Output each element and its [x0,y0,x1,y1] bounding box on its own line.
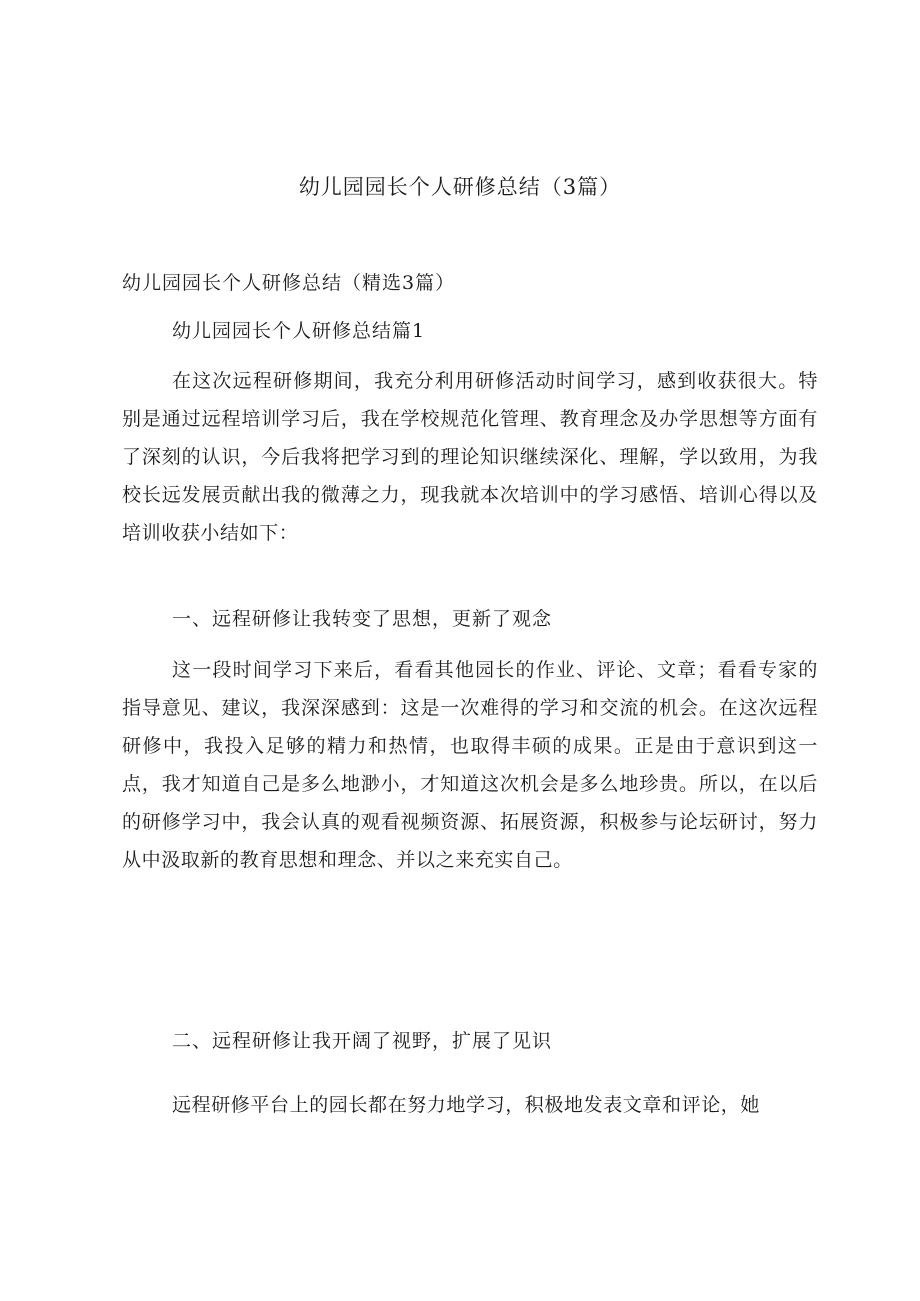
document-subtitle: 幼儿园园长个人研修总结（精选3篇） [122,272,456,294]
paragraph-intro: 在这次远程研修期间，我充分利用研修活动时间学习，感到收获很大。特别是通过远程培训学习后，我在学校规范化管理、教育理念及办学思想等方面有了深刻的认识，今后我将把学习到的理论知识继续深化、理解，学以致用，为我校长远发展贡献出我的微薄之力，现我就本次培训中的学习感悟、培训心得以及培训收获小结如下： [122,370,818,544]
part-heading: 幼儿园园长个人研修总结篇1 [172,320,426,342]
section-heading-2: 二、远程研修让我开阔了视野，扩展了见识 [172,1030,553,1052]
document-title: 幼儿园园长个人研修总结（3篇） [298,175,622,199]
paragraph-section-2: 远程研修平台上的园长都在努力地学习，积极地发表文章和评论，她 [172,1094,761,1116]
paragraph-section-1: 这一段时间学习下来后，看看其他园长的作业、评论、文章；看看专家的指导意见、建议，我深深感到：这是一次难得的学习和交流的机会。在这次远程研修中，我投入足够的精力和热情，也取得丰硕的成果。正是由于意识到这一点，我才知道自己是多么地渺小，才知道这次机会是多么地珍贵。所以，在以后的研修学习中，我会认真的观看视频资源、拓展资源，积极参与论坛研讨，努力从中汲取新的教育思想和理念、并以之来充实自己。 [122,659,818,871]
section-heading-1: 一、远程研修让我转变了思想，更新了观念 [172,608,553,630]
